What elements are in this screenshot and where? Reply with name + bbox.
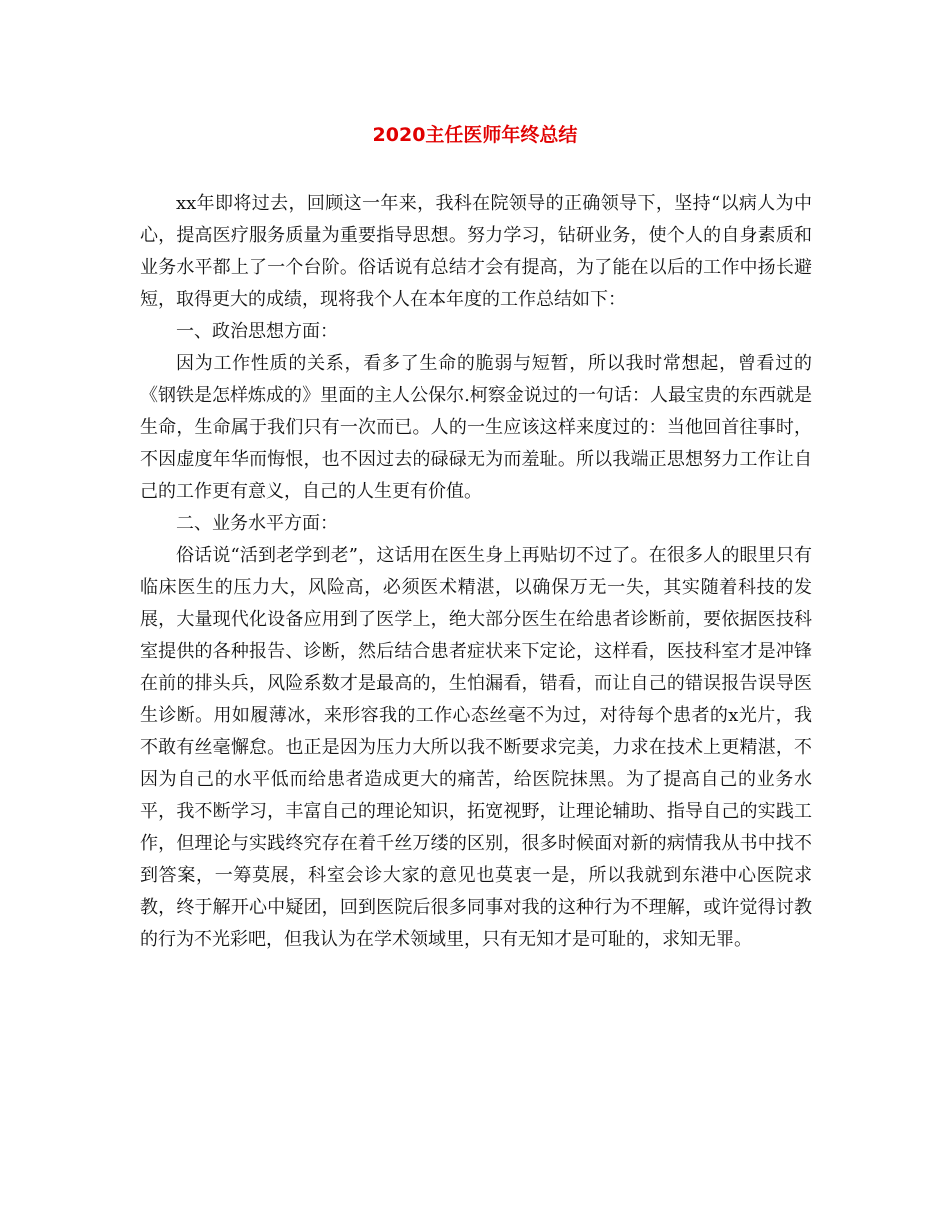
section-heading-professional: 二、业务水平方面： — [176, 513, 338, 534]
document-body — [140, 188, 812, 956]
document-title: 2020主任医师年终总结 — [372, 124, 578, 146]
section-heading-political: 一、政治思想方面： — [176, 321, 338, 342]
paragraph-political: 因为工作性质的关系，看多了生命的脆弱与短暂，所以我时常想起，曾看过的《钢铁是怎样炼成的》里面的主人公保尔.柯察金说过的一句话：人最宝贵的东西就是生命，生命属于我们只有一次而已。人的一生应该这样来度过的：当他回首往事时，不因虚度年华而悔恨，也不因过去的碌碌无为而羞耻。所以我端正思想努力工作让自己的工作更有意义，自己的人生更有价值。 — [140, 353, 812, 502]
paragraph-intro: xx年即将过去，回顾这一年来，我科在院领导的正确领导下，坚持“以病人为中心，提高医疗服务质量为重要指导思想。努力学习，钻研业务，使个人的自身素质和业务水平都上了一个台阶。俗话说有总结才会有提高，为了能在以后的工作中扬长避短，取得更大的成绩，现将我个人在本年度的工作总结如下： — [140, 193, 812, 310]
paragraph-professional: 俗话说“活到老学到老”，这话用在医生身上再贴切不过了。在很多人的眼里只有临床医生的压力大，风险高，必须医术精湛，以确保万无一失，其实随着科技的发展，大量现代化设备应用到了医学上，绝大部分医生在给患者诊断前，要依据医技科室提供的各种报告、诊断，然后结合患者症状来下定论，这样看，医技科室才是冲锋在前的排头兵，风险系数才是最高的，生怕漏看，错看，而让自己的错误报告误导医生诊断。用如履薄冰，来形容我的工作心态丝毫不为过，对待每个患者的x光片，我不敢有丝毫懈怠。也正是因为压力大所以我不断要求完美，力求在技术上更精湛，不因为自己的水平低而给患者造成更大的痛苦，给医院抹黑。为了提高自己的业务水平，我不断学习，丰富自己的理论知识，拓宽视野，让理论辅助、指导自己的实践工作，但理论与实践终究存在着千丝万缕的区别，很多时候面对新的病情我从书中找不到答案，一筹莫展，科室会诊大家的意见也莫衷一是，所以我就到东港中心医院求教，终于解开心中疑团，回到医院后很多同事对我的这种行为不理解，或许觉得讨教的行为不光彩吧，但我认为在学术领域里，只有无知才是可耻的，求知无罪。 — [140, 545, 812, 950]
